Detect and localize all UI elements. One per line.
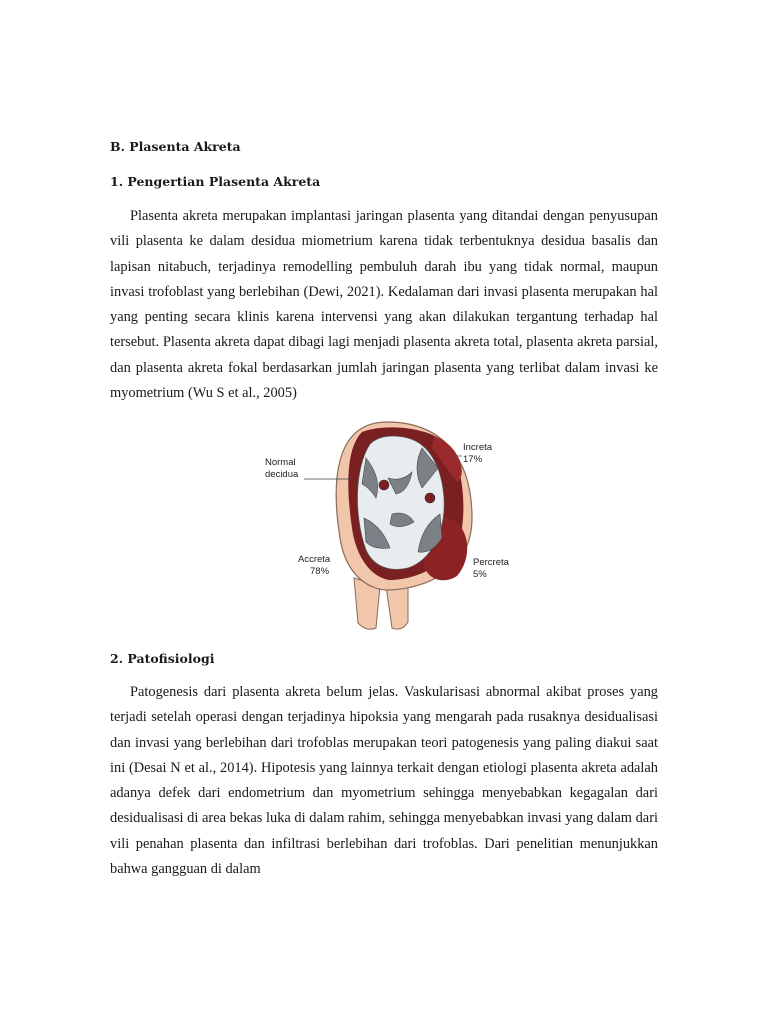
section-1-paragraph-text: Plasenta akreta merupakan implantasi jaringan plasenta yang ditandai dengan penyusupan vili plasenta ke dalam desidua miometrium karena tidak terbentuknya desidua basalis dan lapisan nitabuch, terjadinya remodelling pembuluh darah ibu yang tidak normal, maupun invasi trofoblast yang berlebihan (Dewi, 2021). Kedalaman dari invasi plasenta merupakan hal yang penting secara klinis karena intervensi yang akan dilakukan tergantung terhadap hal tersebut. Plasenta akreta dapat dibagi lagi menjadi plasenta akreta total, plasenta akreta parsial, dan plasenta akreta fokal berdasarkan jumlah jaringan plasenta yang terlibat dalam invasi ke myometrium (Wu S et al., 2005) — [110, 208, 658, 402]
vessel-end-1 — [379, 480, 389, 490]
section-2-paragraph-text: Patogenesis dari plasenta akreta belum jelas. Vaskularisasi abnormal akibat proses yang terjadi setelah operasi dengan terjadinya hipoksia yang mengarah pada rusaknya desidualisasi dan invasi yang berlebihan dari trofoblas merupakan teori patogenesis yang paling diakui saat ini (Desai N et al., 2014). Hipotesis yang lainnya terkait dengan etiologi plasenta akreta adalah adanya defek dari endometrium dan myometrium sehingga menyebabkan kegagalan dari desidualisasi di area bekas luka di dalam rahim, sehingga menyebabkan invasi yang dalam dari vili penahan plasenta dan infiltrasi berlebihan dari trofoblas. Dari penelitian menunjukkan bahwa gangguan di dalam — [110, 684, 658, 878]
section-1-heading: 1. Pengertian Plasenta Akreta — [110, 174, 321, 189]
vessel-end-2 — [425, 493, 435, 503]
uterus-illustration — [262, 418, 512, 634]
label-normal-1: Normal — [265, 457, 296, 468]
section-b-heading: B. Plasenta Akreta — [110, 139, 241, 154]
placenta-accreta-figure — [262, 418, 512, 634]
section-2-heading: 2. Patofisiologi — [110, 651, 215, 666]
label-increta-2: 17% — [463, 454, 483, 465]
label-accreta-1: Accreta — [298, 554, 331, 565]
label-increta-1: Increta — [463, 442, 493, 453]
section-2-paragraph — [110, 680, 658, 882]
label-percreta-1: Percreta — [473, 557, 509, 568]
label-normal-2: decidua — [265, 469, 299, 480]
label-accreta-2: 78% — [310, 566, 330, 577]
section-1-paragraph — [110, 204, 658, 406]
label-percreta-2: 5% — [473, 569, 487, 580]
